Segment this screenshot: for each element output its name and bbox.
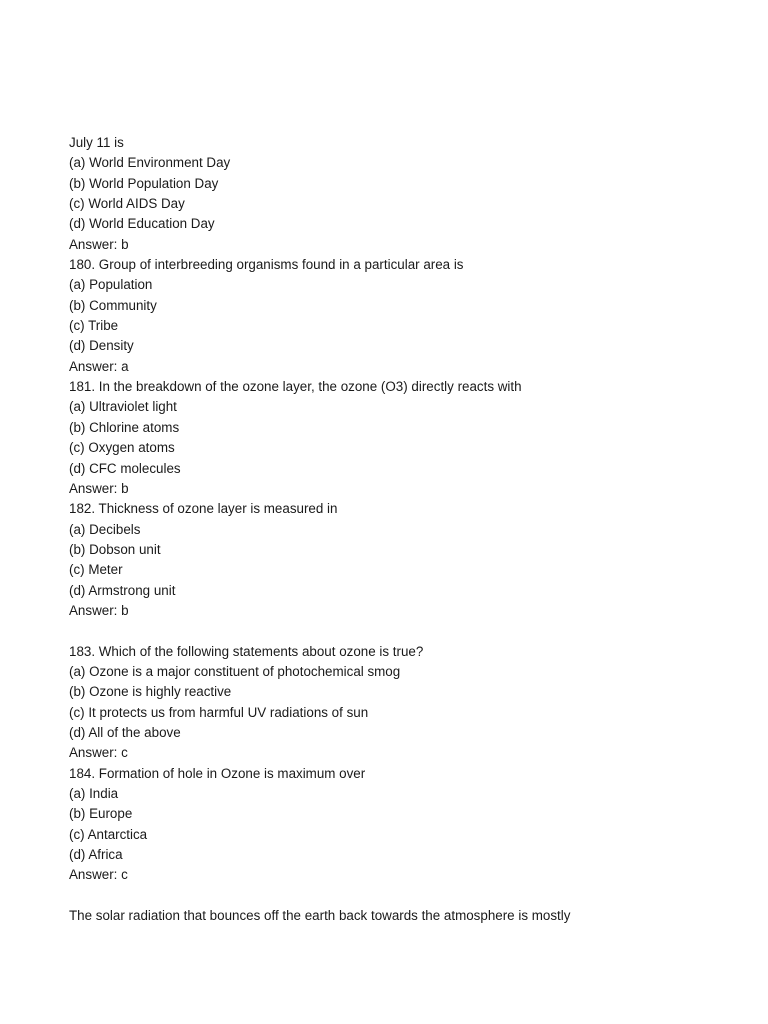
blank-line [69, 621, 729, 641]
option-line: (c) Oxygen atoms [69, 440, 175, 456]
option-line: (b) Chlorine atoms [69, 419, 180, 435]
option-line: (d) World Education Day [69, 216, 215, 232]
option-line: (a) Decibels [69, 521, 141, 537]
option-line: (d) CFC molecules [69, 460, 181, 476]
answer-line: Answer: b [69, 602, 129, 618]
question-line: The solar radiation that bounces off the earth back towards the atmosphere is mostly [69, 908, 571, 924]
option-line: (c) It protects us from harmful UV radiations of sun [69, 704, 369, 720]
option-line: (b) Community [69, 297, 157, 313]
document-page [69, 133, 729, 926]
question-line: July 11 is [69, 135, 124, 150]
question-block [69, 133, 729, 255]
question-block [69, 764, 729, 886]
option-line: (d) Africa [69, 847, 123, 863]
option-line: (c) World AIDS Day [69, 196, 185, 212]
option-line: (b) Ozone is highly reactive [69, 684, 232, 700]
question-block [69, 499, 729, 621]
answer-line: Answer: c [69, 745, 128, 761]
answer-line: Answer: c [69, 867, 128, 883]
option-line: (b) Dobson unit [69, 541, 161, 557]
question-line: 184. Formation of hole in Ozone is maximum over [69, 765, 366, 781]
option-line: (c) Meter [69, 562, 123, 578]
option-line: (a) Ultraviolet light [69, 399, 177, 415]
question-block [69, 255, 729, 377]
answer-line: Answer: a [69, 358, 129, 374]
question-line: 182. Thickness of ozone layer is measured in [69, 501, 338, 517]
option-line: (a) India [69, 786, 119, 801]
option-line: (c) Tribe [69, 318, 119, 334]
question-block [69, 642, 729, 764]
option-line: (c) Antarctica [69, 826, 148, 842]
answer-line: Answer: b [69, 480, 129, 496]
blank-line [69, 886, 729, 906]
option-line: (b) World Population Day [69, 175, 219, 191]
option-line: (d) Density [69, 338, 134, 354]
question-block [69, 906, 729, 926]
question-line: 183. Which of the following statements about ozone is true? [69, 643, 424, 659]
question-block [69, 377, 729, 499]
option-line: (a) Population [69, 277, 153, 293]
question-line: 181. In the breakdown of the ozone layer, the ozone (O3) directly reacts with [69, 379, 522, 395]
option-line: (a) Ozone is a major constituent of photochemical smog [69, 663, 401, 679]
option-line: (b) Europe [69, 806, 133, 822]
option-line: (d) Armstrong unit [69, 582, 176, 598]
answer-line: Answer: b [69, 236, 129, 252]
question-line: 180. Group of interbreeding organisms found in a particular area is [69, 257, 464, 273]
option-line: (d) All of the above [69, 724, 181, 740]
option-line: (a) World Environment Day [69, 155, 231, 171]
